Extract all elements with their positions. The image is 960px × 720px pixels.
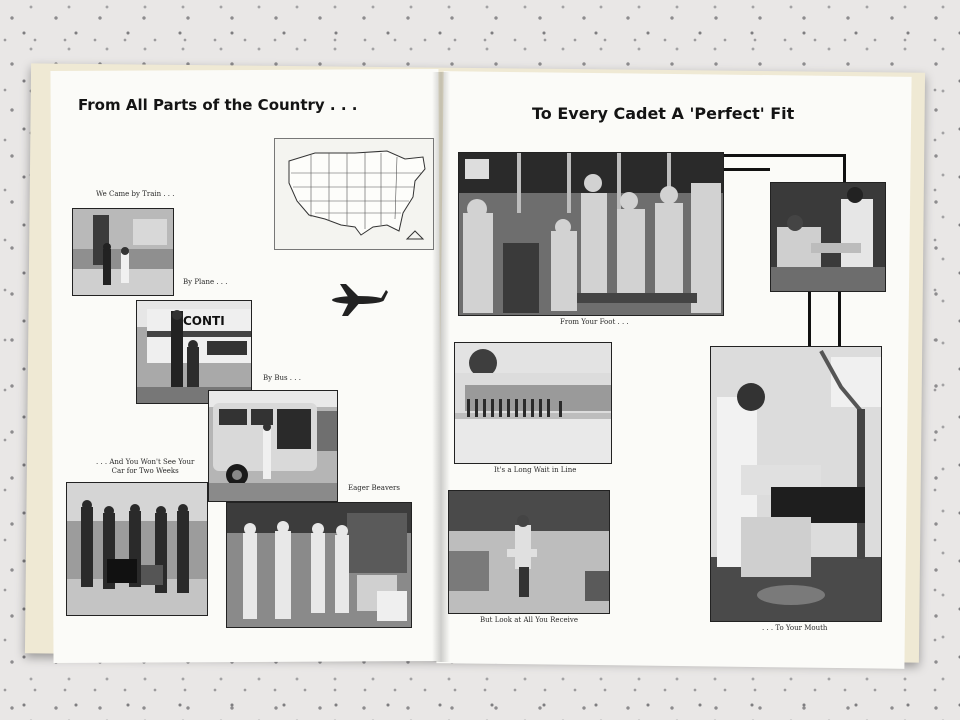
photo-train [72, 208, 174, 296]
photo-plane [136, 300, 252, 404]
airplane-icon [328, 280, 390, 320]
photo-eager-beavers [226, 502, 412, 628]
photo-car [66, 482, 208, 616]
frame-line-mid [718, 168, 770, 171]
right-page-heading: To Every Cadet A 'Perfect' Fit [532, 104, 795, 123]
caption-eager-beavers: Eager Beavers [348, 484, 400, 492]
frame-line-top [718, 154, 846, 157]
frame-line-right [843, 154, 846, 184]
photo-receive [448, 490, 610, 614]
caption-bus: By Bus . . . [263, 374, 301, 382]
caption-mouth: . . . To Your Mouth [762, 624, 828, 632]
photo-fitting [770, 182, 886, 292]
caption-long-wait: It's a Long Wait in Line [494, 466, 577, 474]
photo-bus [208, 390, 338, 502]
frame-line-stem [808, 290, 811, 346]
caption-car: . . . And You Won't See Your Car for Two Weeks [96, 458, 195, 475]
caption-train: We Came by Train . . . [96, 190, 175, 198]
bus-sign-text: CONTI [183, 314, 225, 328]
frame-line-stem2 [838, 290, 841, 346]
left-page-heading: From All Parts of the Country . . . [78, 96, 358, 114]
photo-long-line [454, 342, 612, 464]
photo-foot [458, 152, 724, 316]
caption-foot: From Your Foot . . . [560, 318, 629, 326]
us-map-image [274, 138, 434, 250]
caption-plane: By Plane . . . [183, 278, 228, 286]
photo-dentist [710, 346, 882, 622]
caption-receive: But Look at All You Receive [480, 616, 578, 624]
